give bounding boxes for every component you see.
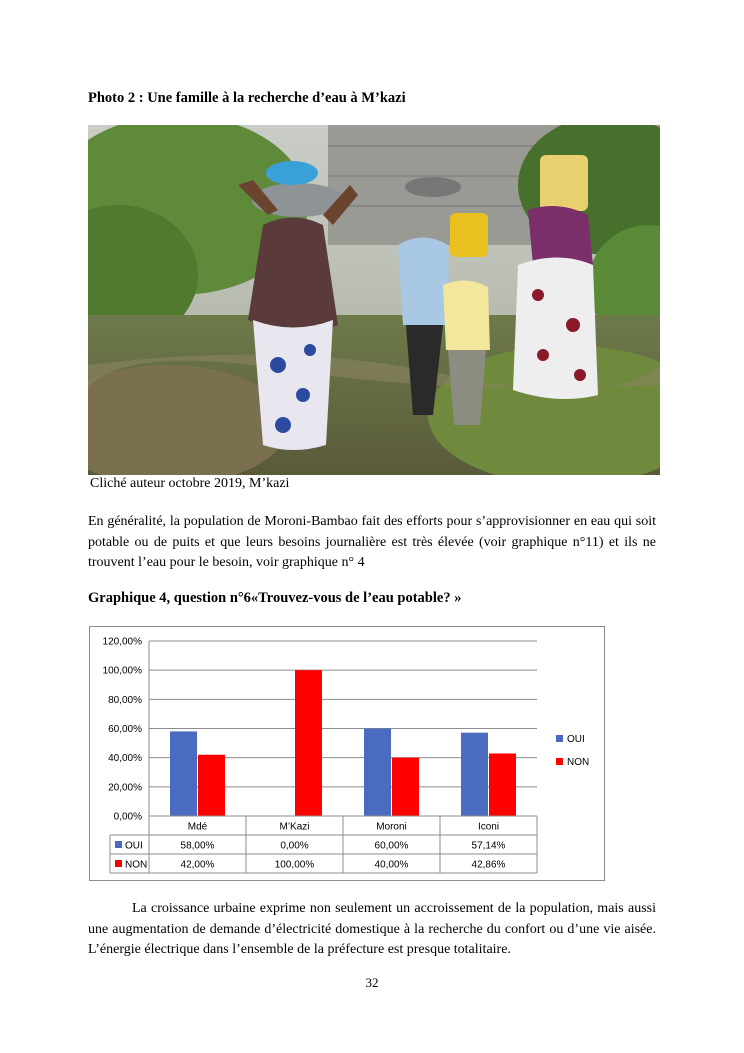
bar-oui bbox=[170, 731, 197, 816]
x-tick-label: Moroni bbox=[376, 821, 407, 833]
y-tick-label: 20,00% bbox=[108, 782, 142, 794]
bar-non bbox=[295, 670, 322, 816]
paragraph-urban-growth bbox=[88, 899, 656, 961]
bar-oui bbox=[461, 733, 488, 816]
x-tick-label: M’Kazi bbox=[279, 821, 310, 833]
data-label-oui: 60,00% bbox=[374, 840, 409, 852]
legend-label: NON bbox=[567, 757, 590, 768]
bar-oui bbox=[364, 729, 391, 817]
y-tick-label: 60,00% bbox=[108, 724, 142, 735]
data-label-non: 100,00% bbox=[274, 859, 315, 871]
chart-caption-title: Graphique 4, question n°6«Trouvez-vous de l’eau potable? » bbox=[88, 590, 462, 606]
table-series-label: NON bbox=[125, 859, 148, 871]
y-tick-label: 40,00% bbox=[108, 753, 142, 765]
data-label-oui: 57,14% bbox=[471, 840, 506, 852]
data-label-non: 42,86% bbox=[471, 859, 506, 871]
data-label-oui: 58,00% bbox=[180, 840, 215, 852]
legend-label: OUI bbox=[567, 734, 585, 745]
page-number: 32 bbox=[365, 975, 379, 990]
paragraph-water-supply: En généralité, la population de Moroni-Bambao fait des efforts pour s’approvisionner en eau qui soit potable ou de puits et que leurs besoins journalière est très élevée (voir graphique n°11) et ils ne trouvent l’eau pour le besoin, voir graphique n° 4 bbox=[88, 514, 656, 570]
legend-key-non bbox=[556, 758, 563, 765]
data-label-oui: 0,00% bbox=[280, 840, 309, 852]
paragraph-urban-growth-text: La croissance urbaine exprime non seulement un accroissement de la population, mais aussi une augmentation de demande d’électricité domestique à la recherche du confort ou d’une vie aisée. L’énergie électrique dans l’ensemble de la préfecture est presque totalitaire. bbox=[88, 901, 656, 957]
bar-non bbox=[198, 755, 225, 816]
photo-caption-title: Photo 2 : Une famille à la recherche d’eau à M’kazi bbox=[88, 90, 406, 106]
table-series-label: OUI bbox=[125, 840, 143, 852]
bar-non bbox=[489, 753, 516, 816]
bar-chart-svg bbox=[90, 627, 604, 880]
photo-water-search bbox=[88, 125, 660, 475]
x-tick-label: Iconi bbox=[477, 821, 500, 833]
y-tick-label: 120,00% bbox=[102, 636, 142, 648]
data-label-non: 40,00% bbox=[374, 859, 409, 871]
photo-credit: Cliché auteur octobre 2019, M’kazi bbox=[90, 476, 290, 491]
y-tick-label: 80,00% bbox=[108, 694, 142, 706]
table-legend-key-oui bbox=[115, 841, 122, 848]
y-tick-label: 100,00% bbox=[102, 665, 142, 677]
bar-chart bbox=[89, 626, 605, 881]
table-legend-key-non bbox=[115, 860, 122, 867]
legend-key-oui bbox=[556, 735, 563, 742]
data-label-non: 42,00% bbox=[180, 859, 215, 871]
y-tick-label: 0,00% bbox=[113, 811, 142, 823]
x-tick-label: Mdé bbox=[187, 821, 208, 833]
bar-non bbox=[392, 758, 419, 816]
